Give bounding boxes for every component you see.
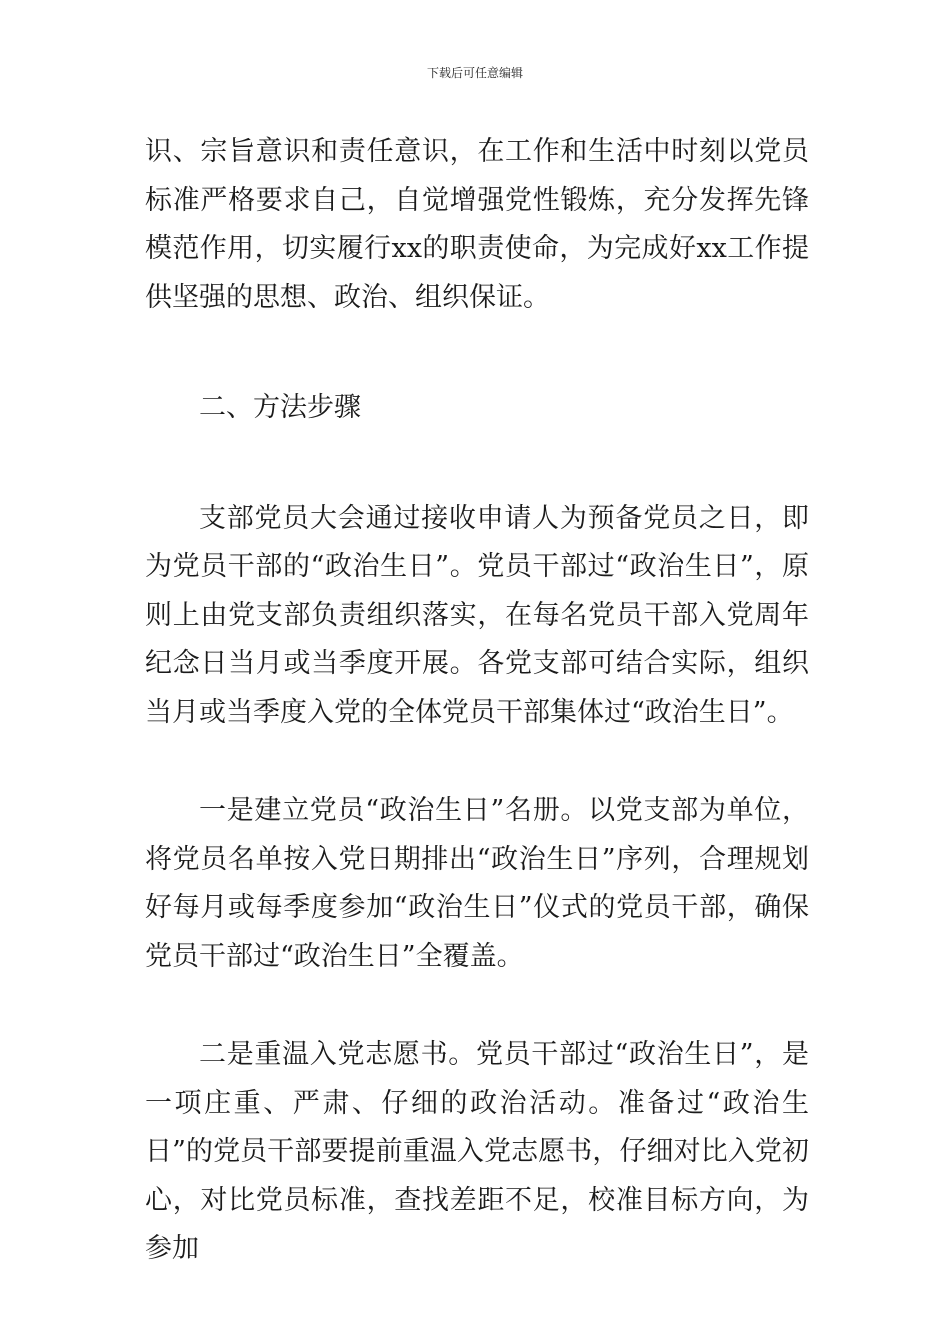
section-heading-methods: 二、方法步骤 — [199, 392, 361, 423]
page-header: 下载后可任意编辑 — [426, 66, 523, 80]
paragraph-political-birthday-intro: 支部党员大会通过接收申请人为预备党员之日，即为党员干部的“政治生日”。党员干部过“政治生日”，原则上由党支部负责组织落实，在每名党员干部入党周年纪念日当月或当季度开展。各党支部可结合实际，组织当月或当季度入党的全体党员干部集体过“政治生日”。 — [145, 502, 809, 728]
document-body — [145, 128, 809, 1274]
paragraph-continuation: 识、宗旨意识和责任意识，在工作和生活中时刻以党员标准严格要求自己，自觉增强党性锻炼，充分发挥先锋模范作用，切实履行xx的职责使命，为完成好xx工作提供坚强的思想、政治、组织保证。 — [145, 136, 809, 313]
paragraph-review-application: 二是重温入党志愿书。党员干部过“政治生日”，是一项庄重、严肃、仔细的政治活动。准备过“政治生日”的党员干部要提前重温入党志愿书，仔细对比入党初心，对比党员标准，查找差距不足，校准目标方向，为参加 — [145, 1039, 809, 1264]
paragraph-establish-roster: 一是建立党员“政治生日”名册。以党支部为单位，将党员名单按入党日期排出“政治生日”序列，合理规划好每月或每季度参加“政治生日”仪式的党员干部，确保党员干部过“政治生日”全覆盖。 — [145, 795, 809, 972]
